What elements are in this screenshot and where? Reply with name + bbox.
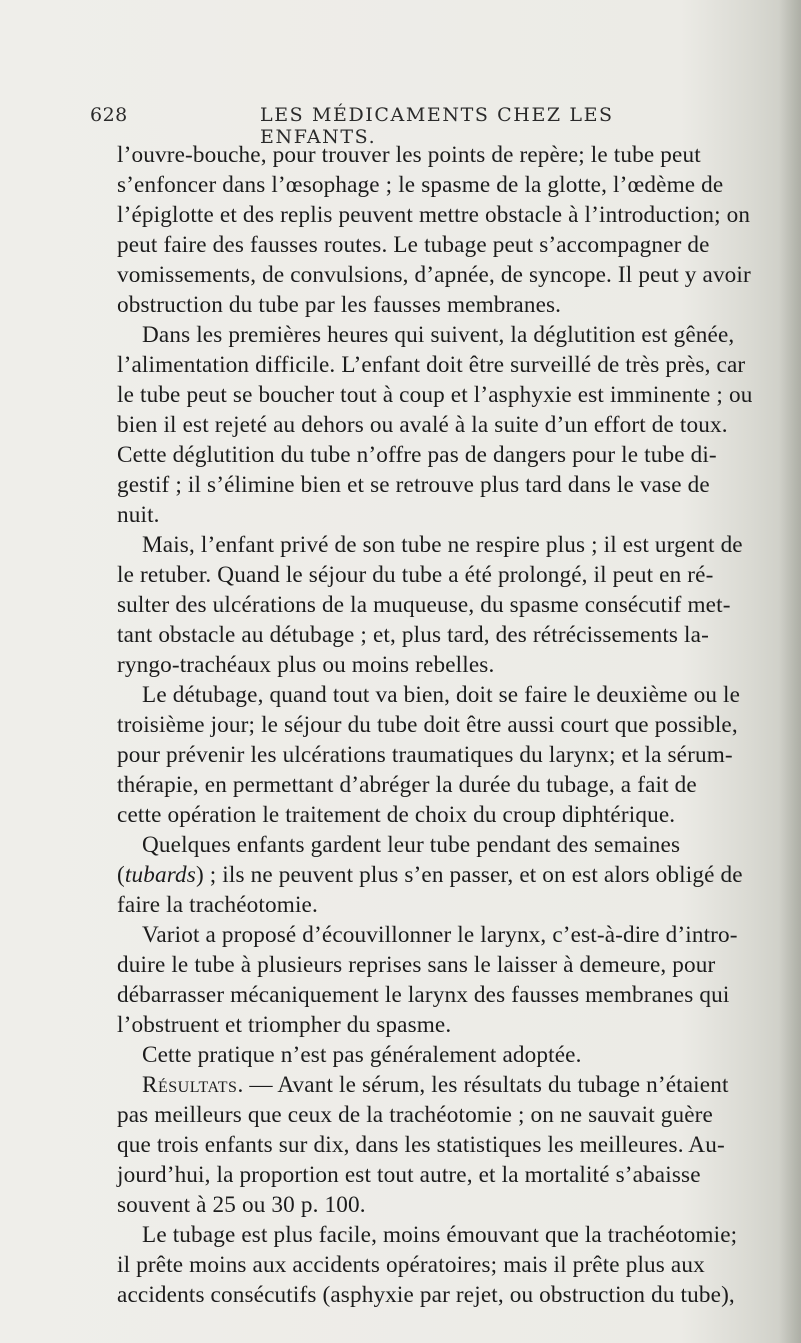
text-line: troisième jour; le séjour du tube doit être aussi court que possible, — [117, 712, 738, 738]
text-line: peut faire des fausses routes. Le tubage peut s’accompagner de — [117, 232, 710, 258]
text-line: le retuber. Quand le séjour du tube a été prolongé, il peut en ré- — [117, 562, 714, 588]
text-line: l’ouvre-bouche, pour trouver les points de repère; le tube peut — [117, 142, 701, 168]
text-line: que trois enfants sur dix, dans les statistiques les meilleures. Au- — [117, 1132, 725, 1158]
text-line: thérapie, en permettant d’abréger la durée du tubage, a fait de — [117, 772, 697, 798]
text-line: sulter des ulcérations de la muqueuse, du spasme consécutif met- — [117, 592, 731, 618]
text-line: l’obstruent et triompher du spasme. — [117, 1012, 452, 1038]
text-line: vomissements, de convulsions, d’apnée, de syncope. Il peut y avoir — [117, 262, 751, 288]
text-line: Dans les premières heures qui suivent, la déglutition est gênée, — [142, 322, 735, 348]
text-line: Résultats. — Avant le sérum, les résultats du tubage n’étaient — [142, 1072, 729, 1098]
text-line: pas meilleurs que ceux de la trachéotomie ; on ne sauvait guère — [117, 1102, 713, 1128]
text-line: faire la trachéotomie. — [117, 892, 318, 918]
text-line: ryngo-trachéaux plus ou moins rebelles. — [117, 652, 495, 678]
text-line: nuit. — [117, 502, 160, 528]
text-line: accidents consécutifs (asphyxie par rejet, ou obstruction du tube), — [117, 1282, 735, 1308]
text-line: cette opération le traitement de choix du croup diphtérique. — [117, 802, 676, 828]
text-line: bien il est rejeté au dehors ou avalé à la suite d’un effort de toux. — [117, 412, 728, 438]
text-line: Le détubage, quand tout va bien, doit se faire le deuxième ou le — [142, 682, 741, 708]
text-line: Le tubage est plus facile, moins émouvant que la trachéotomie; — [142, 1222, 738, 1248]
text-line: Quelques enfants gardent leur tube pendant des semaines — [142, 832, 681, 858]
text-line: Cette pratique n’est pas généralement adoptée. — [142, 1042, 582, 1068]
text-line: s’enfoncer dans l’œsophage ; le spasme de la glotte, l’œdème de — [117, 172, 724, 198]
text-line: débarrasser mécaniquement le larynx des fausses membranes qui — [117, 982, 730, 1008]
text-line: le tube peut se boucher tout à coup et l’asphyxie est imminente ; ou — [117, 382, 753, 408]
running-title: LES MÉDICAMENTS CHEZ LES ENFANTS. — [260, 104, 614, 148]
text-line: obstruction du tube par les fausses membranes. — [117, 292, 562, 318]
text-line: l’alimentation difficile. L’enfant doit être surveillé de très près, car — [117, 352, 746, 378]
text-line: pour prévenir les ulcérations traumatiques du larynx; et la sérum- — [117, 742, 733, 768]
text-line: souvent à 25 ou 30 p. 100. — [117, 1192, 366, 1218]
text-line: jourd’hui, la proportion est tout autre, et la mortalité s’abaisse — [117, 1162, 701, 1188]
text-line: tant obstacle au détubage ; et, plus tard, des rétrécissements la- — [117, 622, 709, 648]
text-line: Mais, l’enfant privé de son tube ne respire plus ; il est urgent de — [142, 532, 743, 558]
text-line: (tubards) ; ils ne peuvent plus s’en passer, et on est alors obligé de — [117, 862, 743, 888]
body-text — [117, 140, 801, 1310]
text-line: il prête moins aux accidents opératoires; mais il prête plus aux — [117, 1252, 705, 1278]
page-number: 628 — [90, 104, 128, 126]
page-header — [90, 104, 690, 148]
text-line: Cette déglutition du tube n’offre pas de dangers pour le tube di- — [117, 442, 717, 468]
text-line: Variot a proposé d’écouvillonner le larynx, c’est-à-dire d’intro- — [142, 922, 738, 948]
text-line: duire le tube à plusieurs reprises sans le laisser à demeure, pour — [117, 952, 716, 978]
text-line: l’épiglotte et des replis peuvent mettre obstacle à l’introduction; on — [117, 202, 751, 228]
text-line: gestif ; il s’élimine bien et se retrouve plus tard dans le vase de — [117, 472, 710, 498]
